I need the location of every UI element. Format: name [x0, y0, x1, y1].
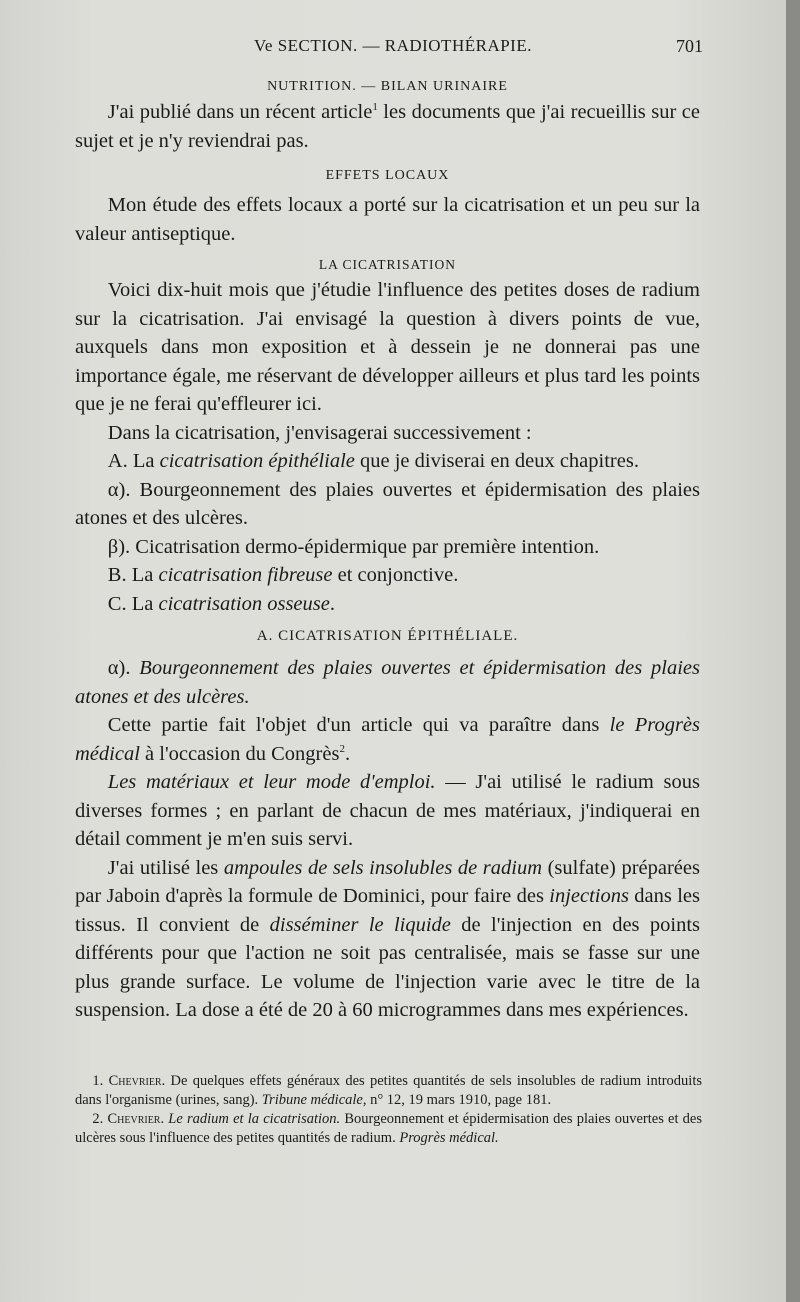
- paragraph-7: J'ai utilisé les ampoules de sels insolubles de radium (sulfate) préparées par Jaboin d'après la formule de Dominici, pour faire des injections dans les tissus. Il convient de disséminer le liquide de l'injection en des points différents pour que l'action ne soit pas centralisée, mais se fasse sur une plus grande surface. Le volume de l'injection varie avec le titre de la suspension. La dose a été de 20 à 60 microgrammes dans mes expériences.: [75, 856, 701, 1021]
- footnote-1: 1. Chevrier. De quelques effets généraux des petites quantités de sels insolubles de radium introduits dans l'organisme (urines, sang). Tribune médicale, n° 12, 19 mars 1910, page 181.: [75, 1073, 703, 1108]
- footnote-2: 2. Chevrier. Le radium et la cicatrisation. Bourgeonnement et épidermisation des plaies ouvertes et des ulcères sous l'influence des petites quantités de radium. Progrès médical.: [75, 1111, 703, 1146]
- list-item-c: C. La cicatrisation osseuse.: [107, 592, 335, 615]
- paragraph-4: Dans la cicatrisation, j'envisagerai successivement :: [107, 421, 532, 444]
- paragraph-5: Cette partie fait l'objet d'un article qui va paraître dans le Progrès médical à l'occasion du Congrès$^2$.: [75, 714, 700, 765]
- main-text: [75, 76, 700, 1025]
- list-item-a: A. La cicatrisation épithéliale que je diviserai en deux chapitres.: [107, 450, 639, 472]
- footnote-ref-1[interactable]: 1: [372, 101, 378, 114]
- subtitle-cicatrisation: LA CICATRISATION: [318, 257, 457, 272]
- alpha-heading: α). Bourgeonnement des plaies ouvertes et épidermisation des plaies atones et des ulcères.: [75, 657, 700, 708]
- subtitle-effets-locaux: EFFETS LOCAUX: [325, 168, 450, 183]
- footnotes: [75, 1072, 702, 1148]
- paragraph-1: J'ai publié dans un récent article$^1$ les documents que j'ai recueillis sur ce sujet et je n'y reviendrai pas.: [75, 101, 700, 152]
- paragraph-3: Voici dix-huit mois que j'étudie l'influence des petites doses de radium sur la cicatrisation. J'ai envisagé la question à divers points de vue, auxquels dans mon exposition et à dessein je ne donnerai pas une importance égale, me réservant de développer ailleurs et plus tard les points que je ne ferai qu'effleurer ici.: [75, 279, 700, 415]
- section-title: Ve SECTION. — RADIOTHÉRAPIE.: [254, 36, 532, 55]
- list-item-alpha: α). Bourgeonnement des plaies ouvertes et épidermisation des plaies atones et des ulcères.: [75, 478, 700, 529]
- footnote-ref-2[interactable]: 2: [339, 742, 345, 755]
- list-item-beta: β). Cicatrisation dermo-épidermique par première intention.: [107, 535, 600, 558]
- paragraph-6: Les matériaux et leur mode d'emploi. — J'ai utilisé le radium sous diverses formes ; en parlant de chacun de mes matériaux, j'indiquerai en détail comment je m'en suis servi.: [75, 771, 700, 850]
- running-header: [0, 36, 786, 62]
- subtitle-nutrition: NUTRITION. — BILAN URINAIRE: [267, 79, 508, 94]
- paragraph-2: Mon étude des effets locaux a porté sur la cicatrisation et un peu sur la valeur antiseptique.: [75, 194, 700, 245]
- subtitle-cicatrisation-epitheliale: A. CICATRISATION ÉPITHÉLIALE.: [256, 628, 519, 644]
- page-number: 701: [676, 36, 703, 56]
- list-item-b: B. La cicatrisation fibreuse et conjonctive.: [107, 564, 459, 586]
